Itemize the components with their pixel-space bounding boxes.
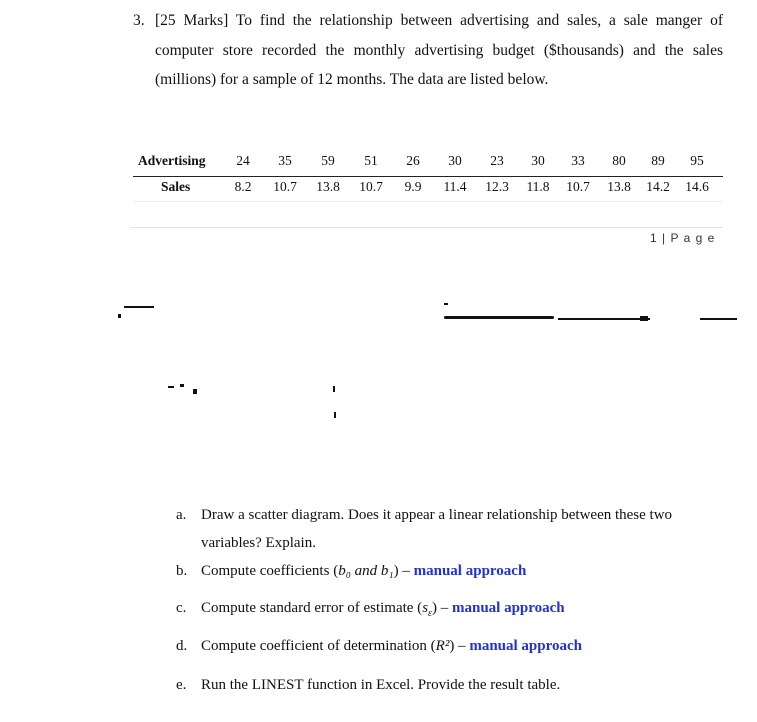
scan-artifact (334, 412, 336, 418)
subquestion-d-math: R² (435, 638, 450, 654)
subquestion-d-close: ) – (449, 638, 470, 654)
subquestion-b-approach: manual approach (413, 563, 527, 579)
subquestion-a-line-2: variables? Explain. (201, 535, 316, 551)
table-cell: 13.8 (316, 179, 340, 194)
table-cell: 95 (690, 153, 704, 168)
table-row-sales (133, 179, 723, 203)
table-cell: 14.2 (646, 179, 670, 194)
subquestion-e-text: Run the LINEST function in Excel. Provide the result table. (201, 677, 561, 693)
subquestion-a-line-1: Draw a scatter diagram. Does it appear a linear relationship between these two (201, 507, 673, 523)
question-line-2: computer store recorded the monthly advertising budget ($thousands) and the sales (155, 42, 723, 59)
scan-artifact (180, 384, 184, 387)
subquestion-e-letter: e. (176, 677, 187, 693)
table-cell: 59 (321, 153, 335, 168)
scan-artifact (640, 316, 648, 321)
subquestion-c-sub: ε (428, 608, 432, 619)
subquestion-c-math: s (422, 600, 429, 616)
page-number: 1 | P a g e (650, 231, 716, 245)
table-cell: 10.7 (359, 179, 383, 194)
advertising-label: Advertising (138, 153, 206, 168)
subquestion-c-text: Compute standard error of estimate ( (201, 600, 423, 616)
subquestion-d-approach: manual approach (469, 638, 582, 654)
scan-artifact (444, 303, 448, 305)
table-cell: 12.3 (485, 179, 509, 194)
table-row-advertising (133, 153, 723, 177)
table-bottom-rule (133, 201, 723, 202)
table-cell: 14.6 (685, 179, 709, 194)
table-cell: 11.4 (443, 179, 467, 194)
scan-artifact (124, 306, 154, 308)
scan-artifact (193, 389, 197, 394)
subquestion-d-letter: d. (176, 638, 188, 654)
subquestion-d (201, 638, 582, 655)
question-line-1: [25 Marks] To find the relationship between advertising and sales, a sale manger of (155, 12, 723, 29)
table-cell: 80 (612, 153, 626, 168)
question-number: 3. (133, 12, 145, 29)
subquestion-b (201, 563, 526, 580)
table-cell: 51 (364, 153, 378, 168)
footer-rule (130, 227, 723, 228)
table-cell: 26 (406, 153, 420, 168)
subquestion-b-text: Compute coefficients ( (201, 563, 339, 579)
table-cell: 35 (278, 153, 292, 168)
subquestion-c (201, 600, 565, 619)
table-cell: 8.2 (234, 179, 252, 194)
table-cell: 24 (236, 153, 250, 168)
table-cell: 89 (651, 153, 665, 168)
scan-artifact (700, 318, 737, 320)
table-cell: 30 (448, 153, 462, 168)
scan-artifact (118, 314, 121, 318)
table-divider (133, 176, 723, 177)
table-cell: 33 (571, 153, 585, 168)
subquestion-a-letter: a. (176, 507, 187, 523)
table-cell: 10.7 (273, 179, 297, 194)
table-cell: 13.8 (607, 179, 631, 194)
subquestion-b-letter: b. (176, 563, 188, 579)
table-cell: 30 (531, 153, 545, 168)
sales-label: Sales (161, 179, 191, 194)
subquestion-b-close: ) – (393, 563, 414, 579)
table-cell: 10.7 (566, 179, 590, 194)
subquestion-d-text: Compute coefficient of determination ( (201, 638, 436, 654)
scan-artifact (168, 386, 174, 388)
scan-artifact (558, 318, 650, 320)
subquestion-b-math: b₀ and b₁ (338, 563, 394, 579)
subquestion-c-approach: manual approach (451, 600, 565, 616)
scan-artifact (444, 316, 554, 319)
question-line-3: (millions) for a sample of 12 months. The data are listed below. (155, 71, 549, 88)
subquestion-c-letter: c. (176, 600, 187, 616)
subquestion-c-close: ) – (431, 600, 452, 616)
scan-artifact (333, 386, 335, 392)
table-cell: 9.9 (404, 179, 422, 194)
table-cell: 11.8 (526, 179, 550, 194)
table-cell: 23 (490, 153, 504, 168)
